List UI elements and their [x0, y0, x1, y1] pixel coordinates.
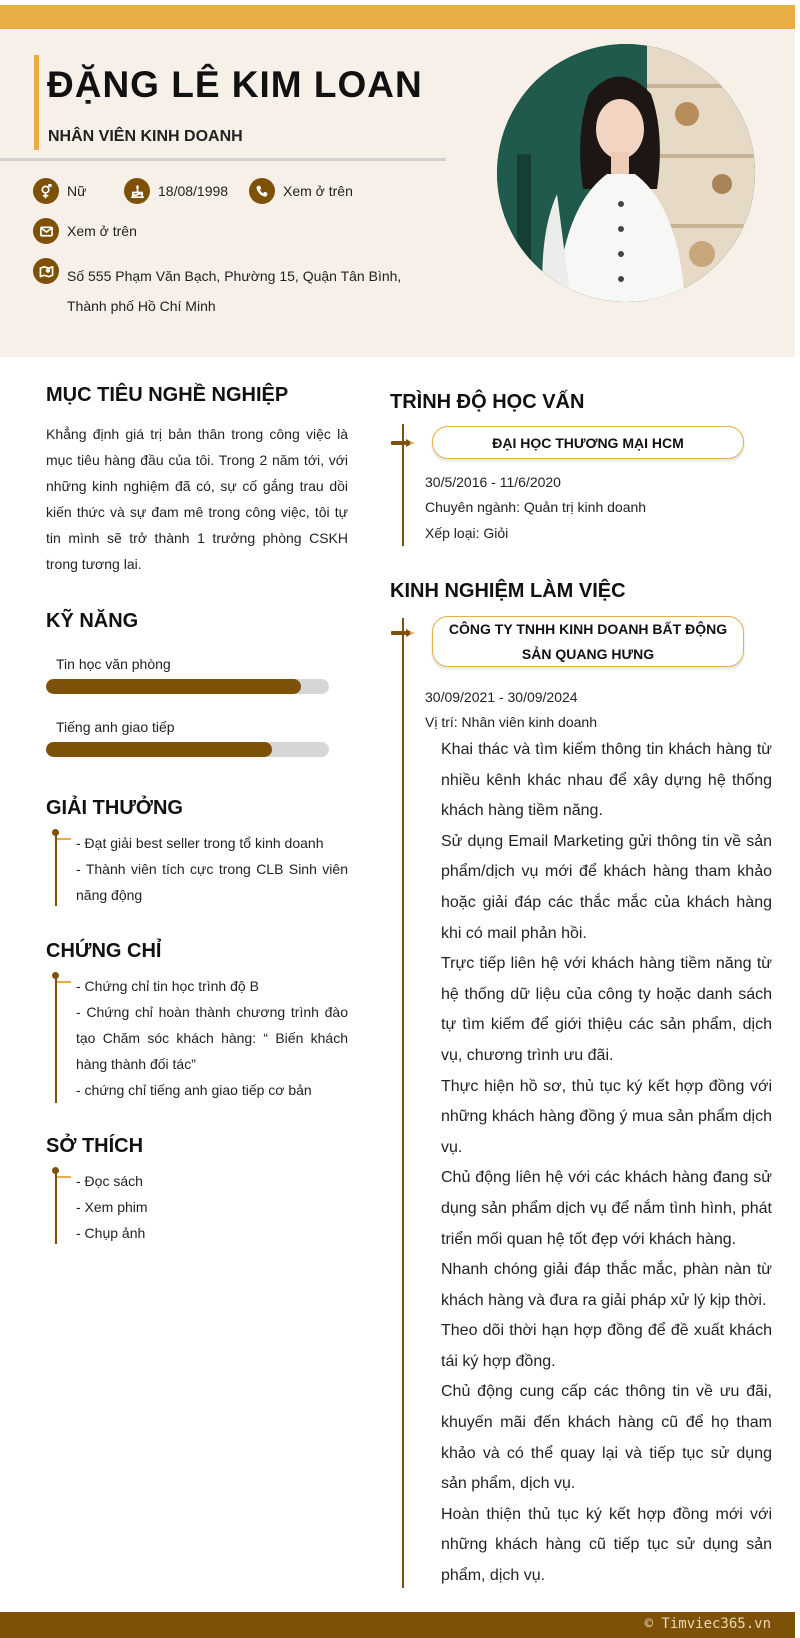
skills-title: KỸ NĂNG: [46, 610, 139, 632]
experience-company-pill: CÔNG TY TNHH KINH DOANH BẤT ĐỘNG SẢN QUANG HƯNG: [432, 616, 744, 667]
birthday-value: 18/08/1998: [158, 183, 229, 199]
hobby-item: - Xem phim: [76, 1199, 148, 1215]
awards-timeline-tick: [57, 838, 71, 840]
phone-icon: [249, 178, 275, 204]
skill-bar-fill: [46, 742, 272, 757]
gender-value: Nữ: [67, 183, 87, 199]
award-item: - Thành viên tích cực trong CLB Sinh viên năng động: [76, 861, 348, 903]
duty-item: Hoàn thiện thủ tục ký kết hợp đồng mới với những khách hàng cũ tiếp tục sử dụng sản phẩm, dịch vụ.: [441, 1505, 772, 1585]
experience-position: Vị trí: Nhân viên kinh doanh: [425, 714, 597, 730]
top-accent-bar: [0, 5, 795, 29]
gender-icon: [33, 178, 59, 204]
certificate-item: - Chứng chỉ hoàn thành chương trình đào tạo Chăm sóc khách hàng: “ Biến khách hàng thành đối tác”: [76, 1004, 348, 1072]
footer-watermark: © Timviec365.vn: [644, 1616, 771, 1632]
education-period: 30/5/2016 - 11/6/2020: [425, 474, 561, 490]
certificates-timeline-dot: [52, 972, 59, 979]
candidate-role: NHÂN VIÊN KINH DOANH: [48, 128, 243, 145]
hobby-item: - Chụp ảnh: [76, 1225, 146, 1241]
cake-icon: [124, 178, 150, 204]
certificate-item: - Chứng chỉ tin học trình độ B: [76, 978, 259, 994]
hobbies-title: SỞ THÍCH: [46, 1135, 144, 1157]
name-accent-bar: [34, 55, 39, 150]
duty-item: Sử dụng Email Marketing gửi thông tin về sản phẩm/dịch vụ mới để khách hàng tham khảo hoặc giải đáp các thắc mắc của khách hàng khi có mail phản hồi.: [441, 832, 772, 942]
candidate-name: ĐẶNG LÊ KIM LOAN: [47, 64, 423, 105]
email-value: Xem ở trên: [67, 223, 137, 239]
skill-label: Tiếng anh giao tiếp: [56, 719, 175, 735]
info-birthday: [124, 178, 228, 204]
awards-title: GIẢI THƯỞNG: [46, 797, 183, 819]
info-gender: [33, 178, 86, 204]
info-email: [33, 218, 137, 244]
education-major: Chuyên ngành: Quản trị kinh doanh: [425, 499, 647, 515]
education-school-pill: ĐẠI HỌC THƯƠNG MẠI HCM: [432, 426, 744, 459]
duty-item: Trực tiếp liên hệ với khách hàng tiềm năng từ hệ thống dữ liệu của công ty hoặc danh sách tự tìm kiếm để giới thiệu các sản phẩm, dịch vụ, chương trình ưu đãi.: [441, 955, 772, 1064]
phone-value: Xem ở trên: [283, 183, 353, 199]
duty-item: Thực hiện hồ sơ, thủ tục ký kết hợp đồng với những khách hàng đồng ý mua sản phẩm dịch vụ.: [441, 1077, 772, 1156]
objective-title: MỤC TIÊU NGHỀ NGHIỆP: [46, 384, 289, 406]
hobby-item: - Đọc sách: [76, 1173, 143, 1189]
certificates-timeline-tick: [57, 981, 71, 983]
address-value: Số 555 Phạm Văn Bạch, Phường 15, Quận Tân Bình, Thành phố Hồ Chí Minh: [67, 268, 402, 314]
objective-text: Khẳng định giá trị bản thân trong công việc là mục tiêu hàng đầu của tôi. Trong 2 năm tới, với những kinh nghiệm đã có, sự cố gắng trau dồi kiến thức và sự đam mê trong công việc, tôi tự tin mình sẽ trở thành 1 trưởng phòng CSKH trong tương lai.: [46, 426, 348, 572]
education-title: TRÌNH ĐỘ HỌC VẤN: [390, 391, 585, 413]
education-arrow-icon: [391, 438, 415, 448]
skill-bar-fill: [46, 679, 301, 694]
duty-item: Chủ động liên hệ với các khách hàng đang sử dụng sản phẩm dịch vụ để nắm tình hình, phát triển mối quan hệ tốt đẹp với khách hàng.: [441, 1169, 772, 1248]
education-grade: Xếp loại: Giỏi: [425, 525, 509, 541]
duty-item: Nhanh chóng giải đáp thắc mắc, phàn nàn từ khách hàng và đưa ra giải pháp xử lý kịp thời.: [441, 1261, 772, 1309]
awards-list: [76, 830, 348, 908]
certificates-list: [76, 973, 348, 1103]
info-phone: [249, 178, 353, 204]
duty-item: Theo dõi thời hạn hợp đồng để đề xuất khách tái ký hợp đồng.: [441, 1322, 772, 1370]
experience-title: KINH NGHIỆM LÀM VIỆC: [390, 580, 626, 602]
experience-duties: [441, 735, 772, 1592]
hobbies-timeline-tick: [57, 1176, 71, 1178]
profile-photo: [497, 44, 755, 302]
experience-arrow-icon: [391, 628, 415, 638]
footer-bar: [0, 1612, 795, 1638]
mail-icon: [33, 218, 59, 244]
awards-timeline-dot: [52, 829, 59, 836]
certificates-title: CHỨNG CHỈ: [46, 940, 162, 962]
certificate-item: - chứng chỉ tiếng anh giao tiếp cơ bản: [76, 1082, 312, 1098]
experience-period: 30/09/2021 - 30/09/2024: [425, 689, 578, 705]
hobbies-timeline-dot: [52, 1167, 59, 1174]
hobbies-list: [76, 1168, 348, 1246]
duty-item: Khai thác và tìm kiếm thông tin khách hàng từ nhiều kênh khác nhau để xây dựng hệ thống khách hàng tiềm năng.: [441, 741, 772, 820]
skill-label: Tin học văn phòng: [56, 656, 171, 672]
experience-timeline-line: [402, 618, 404, 1588]
skill-bar-track: [46, 679, 329, 694]
map-pin-icon: [33, 258, 59, 284]
duty-item: Chủ động cung cấp các thông tin về ưu đãi, khuyến mãi đến khách hàng cũ để họ tham khảo và có thể quay lại và tiếp tục sử dụng sản phẩm, dịch vụ.: [441, 1383, 772, 1493]
skill-bar-track: [46, 742, 329, 757]
hobbies-timeline-line: [55, 1170, 57, 1244]
award-item: - Đạt giải best seller trong tổ kinh doanh: [76, 835, 324, 851]
header-divider: [0, 158, 446, 161]
info-address: [33, 258, 67, 284]
awards-timeline-line: [55, 832, 57, 906]
certificates-timeline-line: [55, 975, 57, 1103]
